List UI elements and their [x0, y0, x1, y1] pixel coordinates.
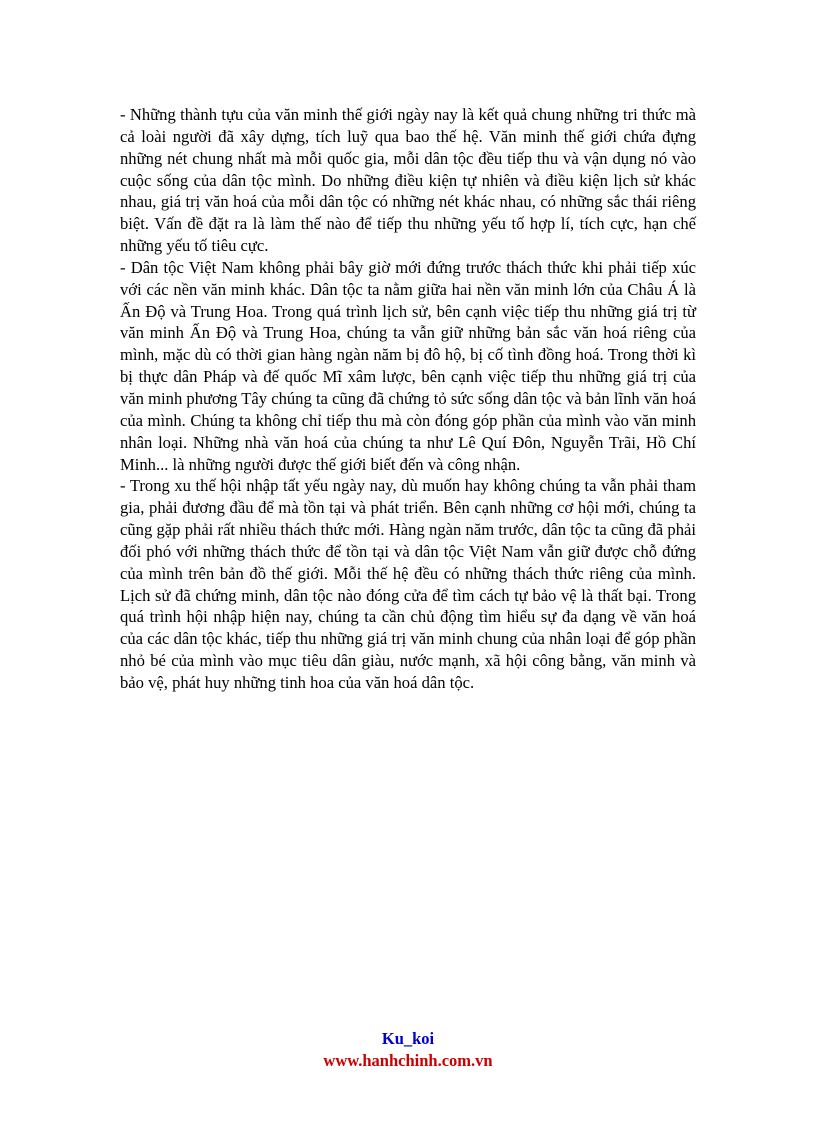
document-body: [120, 104, 696, 694]
page-footer: [0, 1028, 816, 1072]
paragraph-2: - Dân tộc Việt Nam không phải bây giờ mới đứng trước thách thức khi phải tiếp xúc với các nền văn minh khác. Dân tộc ta nằm giữa hai nền văn minh lớn của Châu Á là Ấn Độ và Trung Hoa. Trong quá trình lịch sử, bên cạnh việc tiếp thu những giá trị từ văn minh Ấn Độ và Trung Hoa, chúng ta vẫn giữ những bản sắc văn hoá riêng của mình, mặc dù có thời gian hàng ngàn năm bị đô hộ, bị cố tình đồng hoá. Trong thời kì bị thực dân Pháp và đế quốc Mĩ xâm lược, bên cạnh việc tiếp thu những giá trị của văn minh phương Tây chúng ta cũng đã chứng tỏ sức sống dân tộc và bản lĩnh văn hoá của mình. Chúng ta không chỉ tiếp thu mà còn đóng góp phần của mình vào văn minh nhân loại. Những nhà văn hoá của chúng ta như Lê Quí Đôn, Nguyễn Trãi, Hồ Chí Minh... là những người được thế giới biết đến và công nhận.: [120, 257, 696, 474]
paragraph-1: - Những thành tựu của văn minh thế giới ngày nay là kết quả chung những tri thức mà cả loài người đã xây dựng, tích luỹ qua bao thế hệ. Văn minh thế giới chứa đựng những nét chung nhất mà mỗi quốc gia, mỗi dân tộc đều tiếp thu và vận dụng nó vào cuộc sống của dân tộc mình. Do những điều kiện tự nhiên và điều kiện lịch sử khác nhau, giá trị văn hoá của mỗi dân tộc có những nét khác nhau, có những sắc thái riêng biệt. Vấn đề đặt ra là làm thế nào để tiếp thu những yếu tố hợp lí, tích cực, hạn chế những yếu tố tiêu cực.: [120, 105, 696, 256]
footer-author: Ku_koi: [381, 1029, 435, 1048]
paragraph-3: - Trong xu thế hội nhập tất yếu ngày nay, dù muốn hay không chúng ta vẫn phải tham gia, phải đương đầu để mà tồn tại và phát triển. Bên cạnh những cơ hội mới, chúng ta cũng gặp phải rất nhiều thách thức mới. Hàng ngàn năm trước, dân tộc ta cũng đã phải đối phó với những thách thức để tồn tại và dân tộc Việt Nam vẫn giữ được chỗ đứng của mình trên bản đồ thế giới. Mỗi thế hệ đều có những thách thức riêng của mình. Lịch sử đã chứng minh, dân tộc nào đóng cửa để tìm cách tự bảo vệ là thất bại. Trong quá trình hội nhập hiện nay, chúng ta cần chủ động tìm hiểu sự đa dạng về văn hoá của các dân tộc khác, tiếp thu những giá trị văn minh chung của nhân loại để góp phần nhỏ bé của mình vào mục tiêu dân giàu, nước mạnh, xã hội công bằng, văn minh và bảo vệ, phát huy những tinh hoa của văn hoá dân tộc.: [120, 476, 696, 692]
footer-website: www.hanhchinh.com.vn: [323, 1051, 493, 1070]
